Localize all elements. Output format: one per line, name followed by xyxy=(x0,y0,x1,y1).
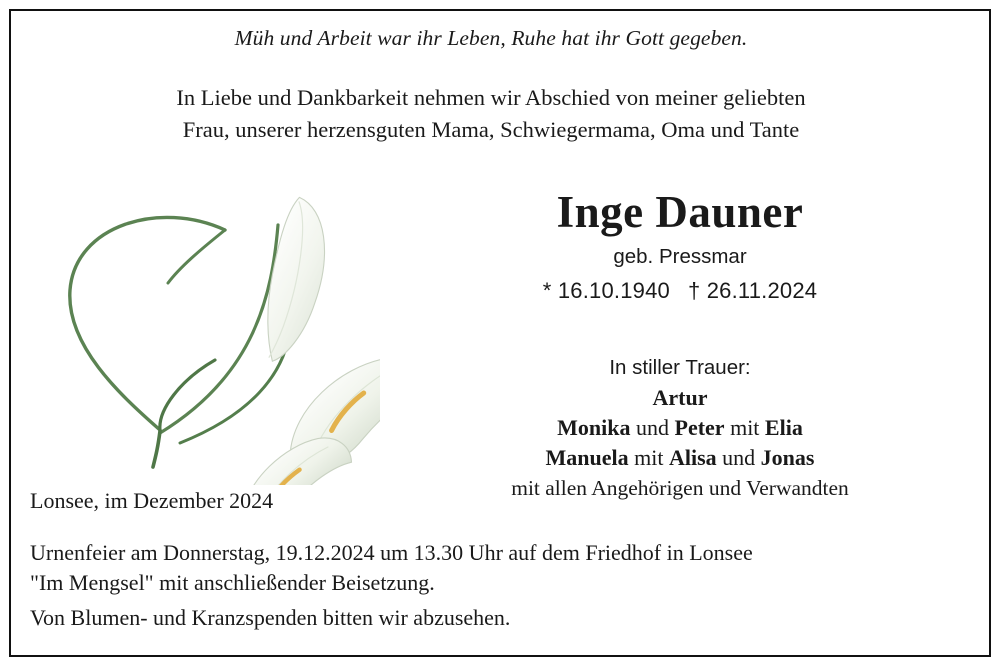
intro-line-2: Frau, unserer herzensguten Mama, Schwiegermama, Oma und Tante xyxy=(182,117,800,142)
conjunction-mit-1: mit xyxy=(730,415,760,440)
deceased-name-block xyxy=(400,185,960,304)
mourner-name-monika: Monika xyxy=(557,415,631,440)
flowers-note: Von Blumen- und Kranzspenden bitten wir abzusehen. xyxy=(30,605,511,630)
funeral-line-1: Urnenfeier am Donnerstag, 19.12.2024 um 13.30 Uhr auf dem Friedhof in Lonsee xyxy=(30,540,753,565)
birth-date: * 16.10.1940 xyxy=(542,278,670,303)
mourner-name-manuela: Manuela xyxy=(545,445,629,470)
mourner-name-alisa: Alisa xyxy=(668,445,717,470)
motto-text: Müh und Arbeit war ihr Leben, Ruhe hat ihr Gott gegeben. xyxy=(234,26,748,50)
place-and-date: Lonsee, im Dezember 2024 xyxy=(30,488,274,513)
maiden-name: geb. Pressmar xyxy=(613,245,747,268)
intro-text xyxy=(0,82,982,146)
mourners-block xyxy=(400,353,960,503)
mourner-line-3 xyxy=(400,443,960,473)
conjunction-und-1: und xyxy=(636,415,670,440)
funeral-details xyxy=(30,538,960,598)
page-title: Inge Dauner xyxy=(556,187,804,237)
mourner-name-jonas: Jonas xyxy=(760,445,815,470)
mourner-line-2 xyxy=(400,413,960,443)
mourner-line-1 xyxy=(400,383,960,413)
mourner-name-artur: Artur xyxy=(652,385,708,410)
calla-lily-heart-icon xyxy=(40,155,380,485)
funeral-line-2: "Im Mengsel" mit anschließender Beisetzung. xyxy=(30,570,435,595)
conjunction-und-2: und xyxy=(722,445,756,470)
mourners-lead: In stiller Trauer: xyxy=(609,356,751,379)
mourner-name-peter: Peter xyxy=(674,415,725,440)
intro-line-1: In Liebe und Dankbarkeit nehmen wir Abschied von meiner geliebten xyxy=(176,85,806,110)
life-dates xyxy=(400,278,960,304)
mourner-line-4: mit allen Angehörigen und Verwandten xyxy=(511,476,849,500)
death-date: † 26.11.2024 xyxy=(687,278,818,303)
conjunction-mit-2: mit xyxy=(634,445,664,470)
mourner-name-elia: Elia xyxy=(764,415,803,440)
